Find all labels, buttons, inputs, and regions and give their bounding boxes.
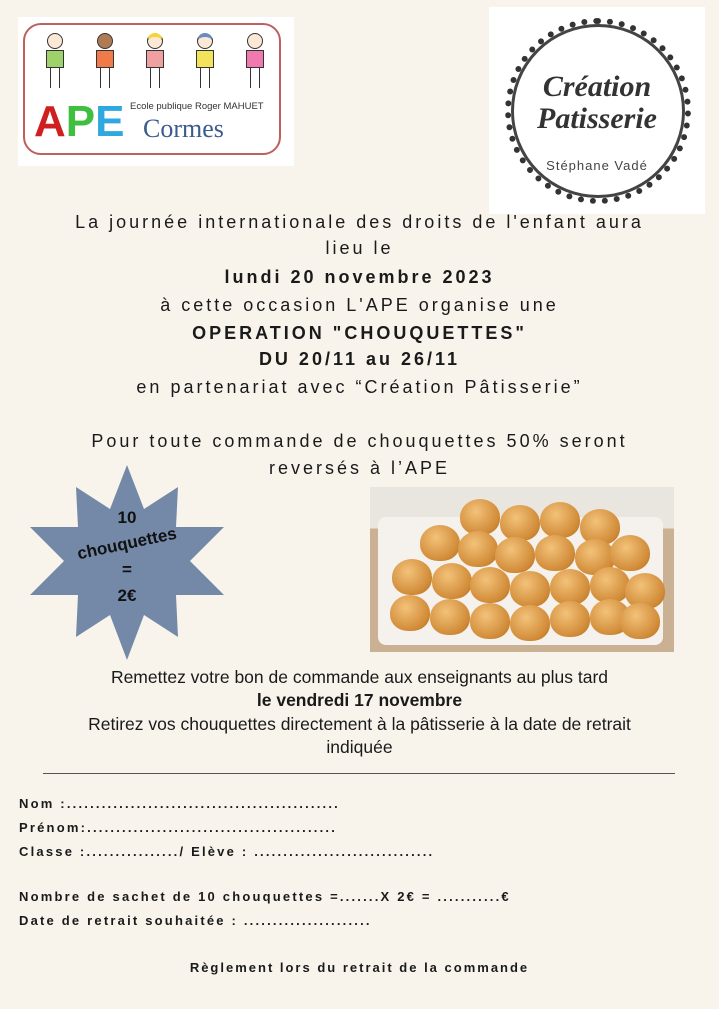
- badge-qty: 10: [117, 508, 137, 527]
- form-field-date-retrait[interactable]: Date de retrait souhaitée : ......................: [19, 913, 372, 928]
- ape-cormes-logo: [18, 17, 294, 166]
- kid-figure: [190, 33, 220, 91]
- deadline: le vendredi 17 novembre: [256, 690, 463, 710]
- badge-price: 2€: [117, 586, 137, 605]
- donation-line-1: Pour toute commande de chouquettes 50% seront: [91, 431, 628, 451]
- donation-line-2: reversés à l’APE: [268, 458, 451, 478]
- badge-text: [28, 505, 226, 609]
- event-date: lundi 20 novembre 2023: [224, 267, 495, 287]
- instructions-line-3: indiquée: [326, 737, 393, 757]
- instructions-line-1: Remettez votre bon de commande aux enseignants au plus tard: [110, 667, 609, 687]
- form-field-classe-eleve[interactable]: Classe :................/ Elève : ...............................: [19, 844, 435, 859]
- creation-patisserie-logo: [489, 7, 705, 214]
- intro-line-1: La journée internationale des droits de l'enfant aura: [75, 212, 644, 232]
- kid-figure: [140, 33, 170, 91]
- payment-note: Règlement lors du retrait de la commande: [189, 960, 530, 975]
- kid-figure: [90, 33, 120, 91]
- form-field-nom[interactable]: Nom :...............................................: [19, 796, 340, 811]
- badge-item: chouquettes: [75, 523, 179, 564]
- letter-e: E: [95, 97, 125, 146]
- operation-period: DU 20/11 au 26/11: [258, 349, 461, 369]
- letter-p: P: [65, 97, 96, 146]
- logo-owner: Stéphane Vadé: [546, 158, 648, 173]
- instructions-line-2: Retirez vos chouquettes directement à la pâtisserie à la date de retrait: [88, 714, 631, 734]
- cut-line-divider: [43, 773, 675, 774]
- letter-a: A: [34, 97, 66, 146]
- town-name: Cormes: [143, 114, 224, 143]
- logo-line-creation: Création: [542, 70, 652, 103]
- chouquettes-photo: [370, 487, 674, 652]
- kids-illustration: [30, 33, 280, 93]
- logo-line-patisserie: Patisserie: [537, 102, 657, 135]
- price-starburst-badge: [28, 465, 226, 660]
- intro-line-2: lieu le: [325, 238, 394, 258]
- operation-title: OPERATION "CHOUQUETTES": [192, 323, 527, 343]
- intro-line-3: à cette occasion L'APE organise une: [160, 295, 559, 315]
- school-name: Ecole publique Roger MAHUET: [130, 101, 264, 112]
- form-field-nombre-sachets[interactable]: Nombre de sachet de 10 chouquettes =.......X 2€ = ...........€: [19, 889, 511, 904]
- partner-line: en partenariat avec “Création Pâtisserie”: [136, 377, 583, 397]
- kid-figure: [40, 33, 70, 91]
- kid-figure: [240, 33, 270, 91]
- form-field-prenom[interactable]: Prénom:...........................................: [19, 820, 338, 835]
- ape-letters: [34, 97, 125, 147]
- badge-equals: =: [122, 560, 132, 579]
